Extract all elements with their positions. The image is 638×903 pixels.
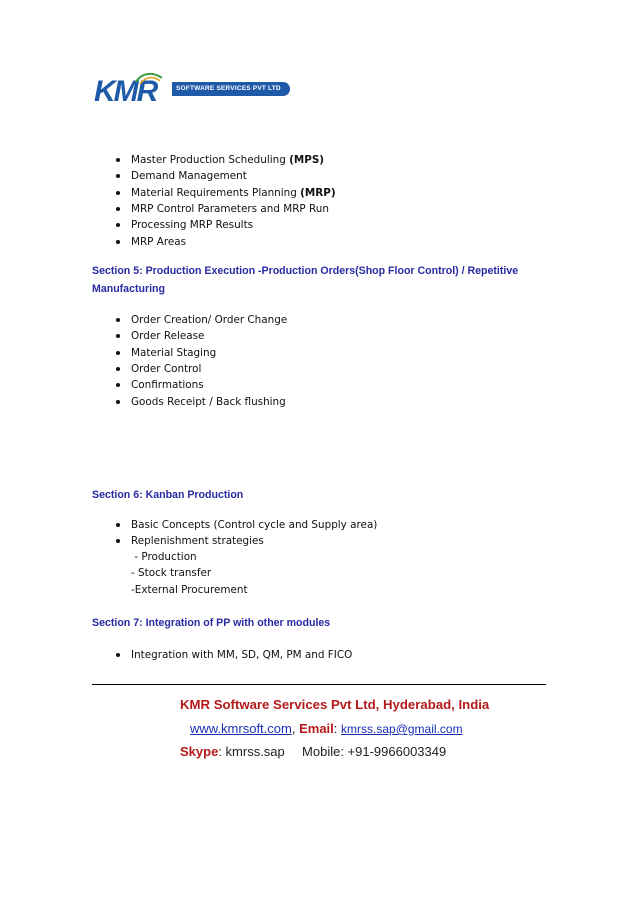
mobile-number: Mobile: +91-9966003349 <box>302 744 447 759</box>
footer-skype-line <box>180 744 446 759</box>
logo-letters: KMR <box>94 75 157 108</box>
email-label: Email <box>299 721 334 736</box>
sub-item: - Production <box>131 551 197 563</box>
website-link[interactable]: www.kmrsoft.com <box>190 721 292 736</box>
sub-item: -External Procurement <box>131 584 248 596</box>
logo-banner <box>172 82 290 96</box>
section5-heading-cont: Manufacturing <box>92 283 165 295</box>
footer-divider <box>92 684 546 685</box>
skype-value: : kmrss.sap <box>218 744 285 759</box>
footer-comma: , <box>291 721 296 736</box>
footer-contact-line <box>190 721 463 736</box>
list-item: Goods Receipt / Back flushing <box>131 396 286 408</box>
company-logo <box>94 70 294 112</box>
list-item: MRP Areas <box>131 236 187 248</box>
section5-heading: Section 5: Production Execution -Production Orders(Shop Floor Control) / Repetitive <box>92 265 519 277</box>
list-item: Master Production Scheduling (MPS) <box>131 154 325 166</box>
list-item: Processing MRP Results <box>131 219 254 231</box>
list-item: Order Release <box>131 330 205 342</box>
list-item: Order Control <box>131 363 202 375</box>
list-item: Demand Management <box>131 170 247 182</box>
list-item: Order Creation/ Order Change <box>131 314 288 326</box>
email-separator: : <box>333 721 338 736</box>
list-item: MRP Control Parameters and MRP Run <box>131 203 329 215</box>
skype-label: Skype <box>180 744 219 759</box>
footer-company: KMR Software Services Pvt Ltd, Hyderabad, India <box>180 697 490 712</box>
email-link[interactable]: kmrss.sap@gmail.com <box>341 722 463 736</box>
sub-item: - Stock transfer <box>131 567 212 579</box>
section7-heading: Section 7: Integration of PP with other modules <box>92 617 331 629</box>
logo-banner-text: SOFTWARE SERVICES PVT LTD <box>176 85 281 92</box>
list-item: Replenishment strategies <box>131 535 264 547</box>
section6-heading: Section 6: Kanban Production <box>92 489 244 501</box>
list-item: Confirmations <box>131 379 204 391</box>
list-item: Basic Concepts (Control cycle and Supply area) <box>131 519 378 531</box>
list-item: Integration with MM, SD, QM, PM and FICO <box>131 649 353 661</box>
logo-swirl-icon <box>134 70 164 86</box>
list-item: Material Requirements Planning (MRP) <box>131 187 336 199</box>
list-item: Material Staging <box>131 347 217 359</box>
